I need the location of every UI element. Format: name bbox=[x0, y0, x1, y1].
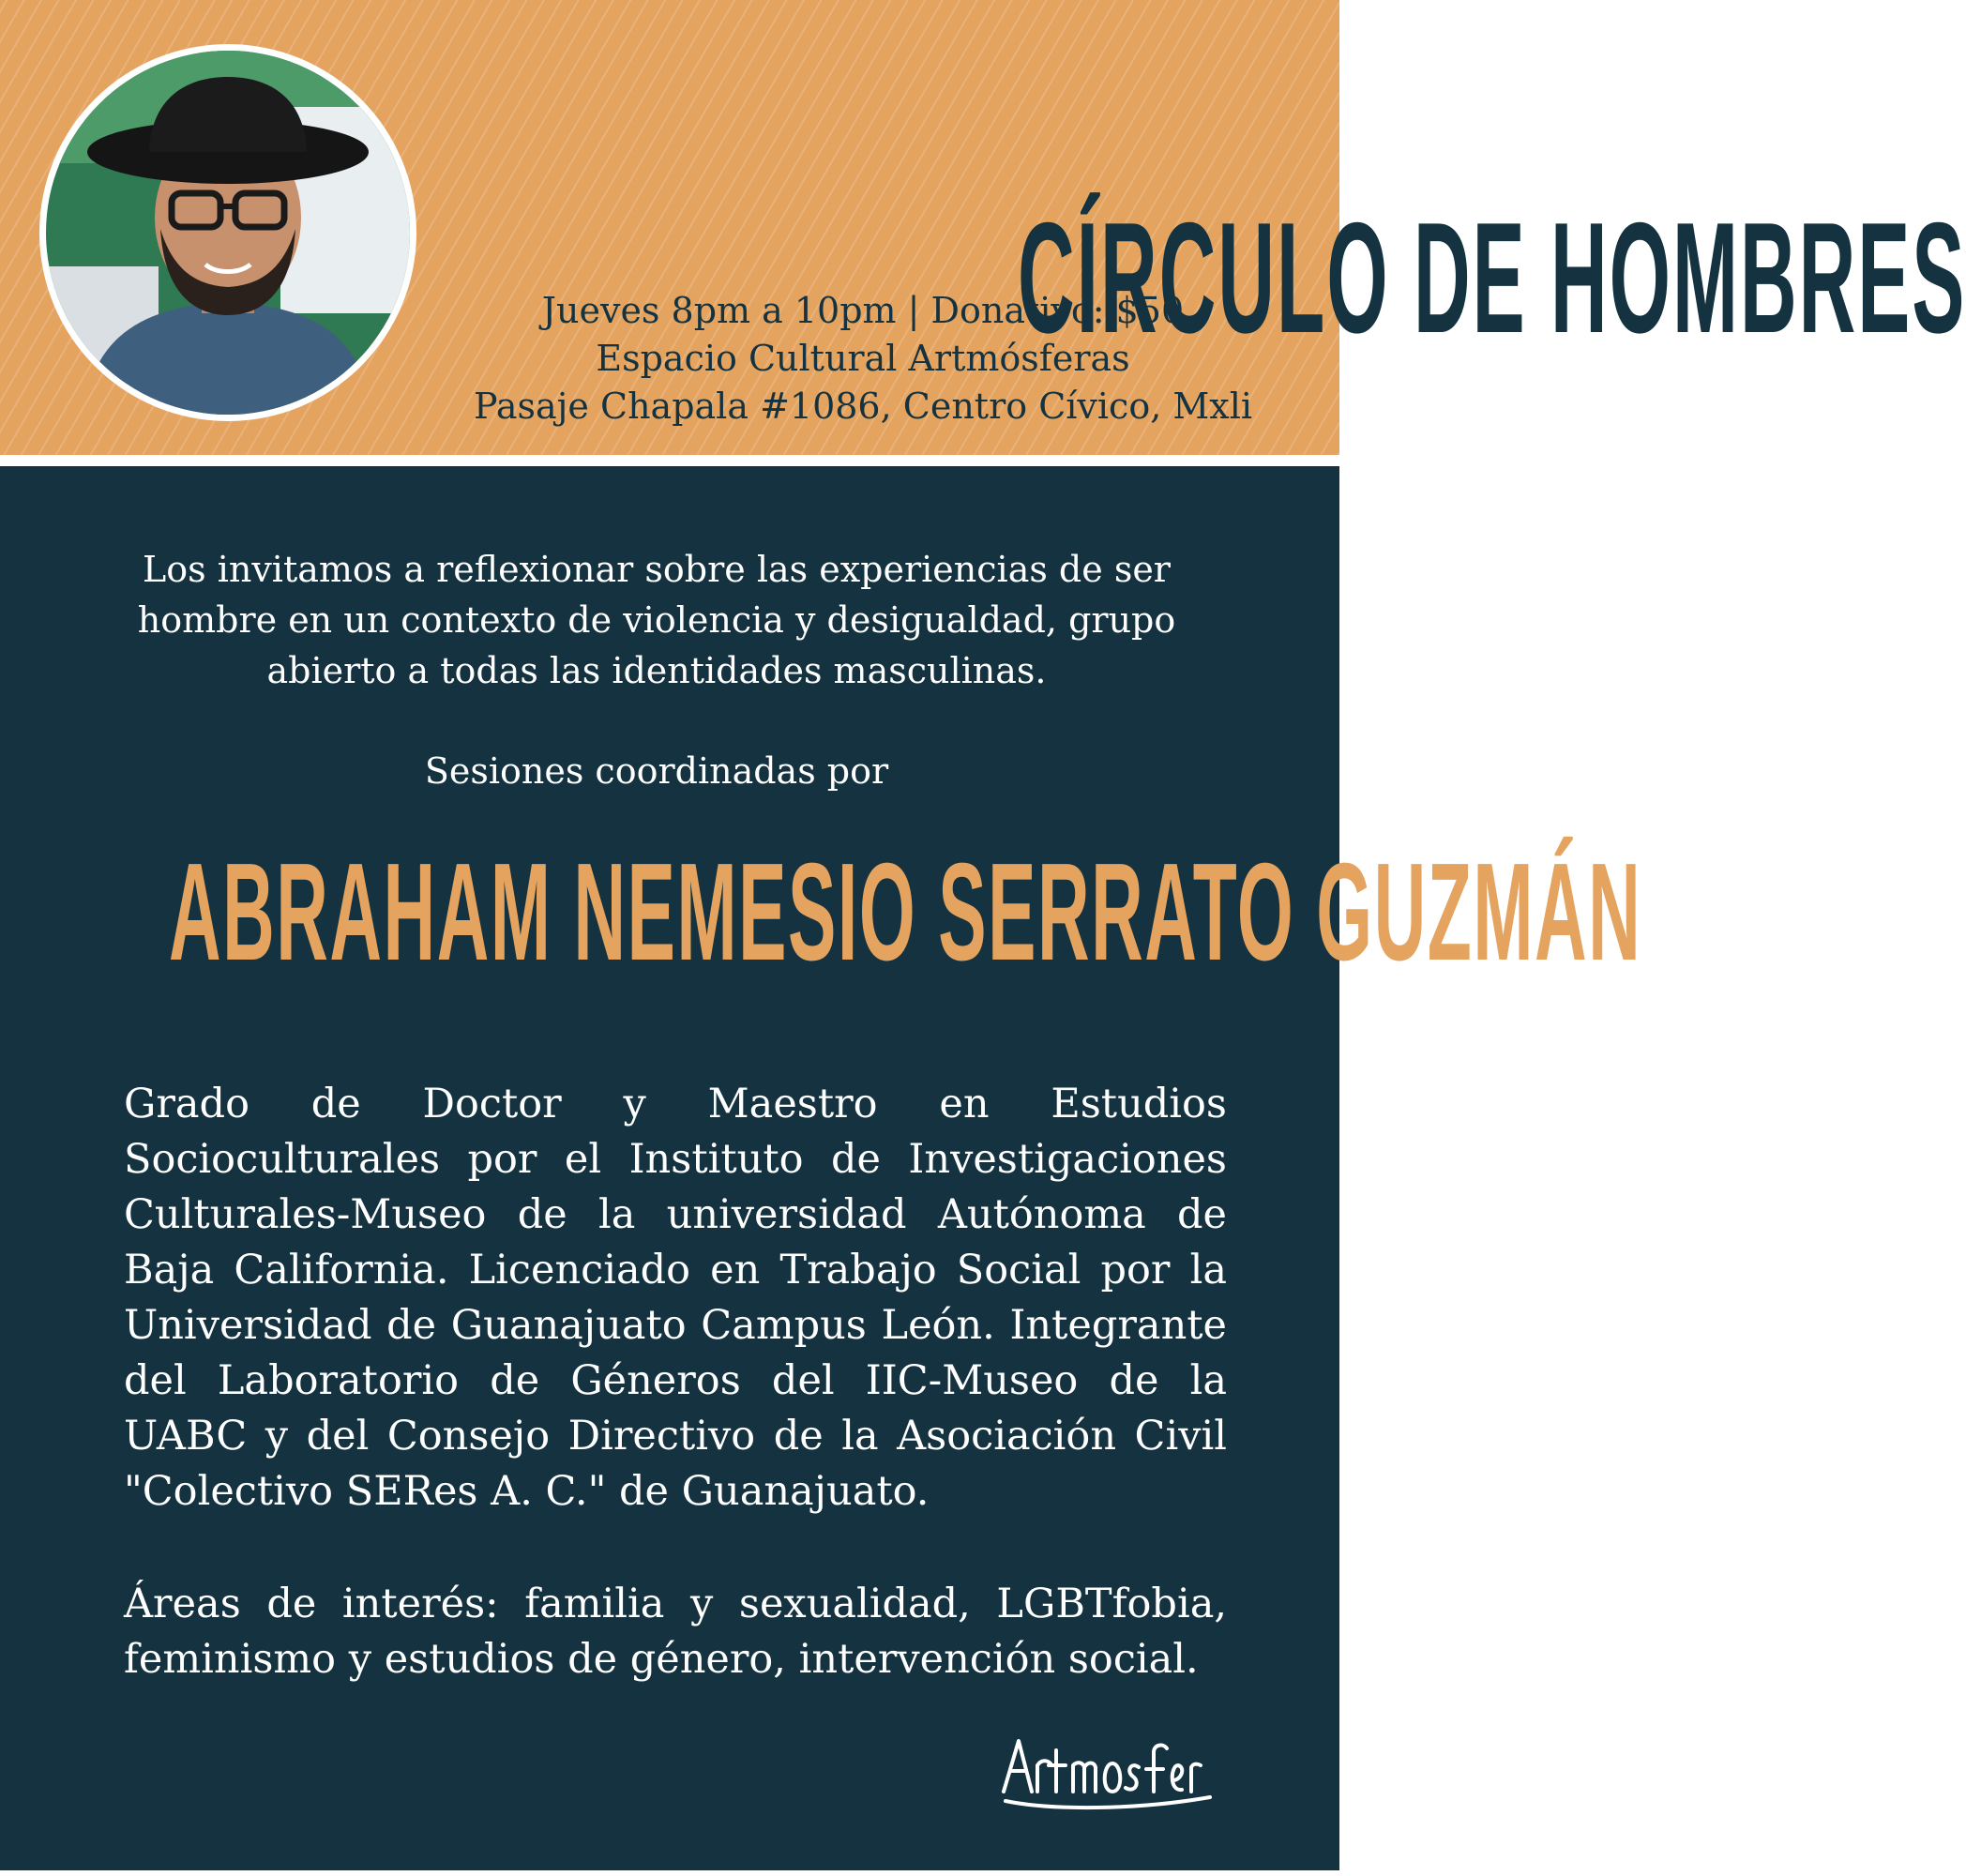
intro-text: Los invitamos a reflexionar sobre las experiencias de ser hombre en un contexto de violencia y desigualdad, grupo abierto a todas las identidades masculinas. bbox=[137, 549, 1176, 691]
event-title: CÍRCULO DE HOMBRES bbox=[1018, 189, 1966, 366]
speaker-portrait bbox=[39, 44, 416, 421]
coordinated-by-label: Sesiones coordinadas por bbox=[424, 750, 889, 792]
coordinator-interests: Áreas de interés: familia y sexualidad, LGBTfobia, feminismo y estudios de género, intervención social. bbox=[124, 1581, 1227, 1683]
coordinator-name-container bbox=[169, 830, 1642, 994]
divider bbox=[0, 455, 1339, 466]
person-photo-icon bbox=[46, 51, 410, 415]
event-venue: Espacio Cultural Artmósferas bbox=[596, 338, 1130, 379]
artmosferas-logo-icon bbox=[994, 1724, 1219, 1818]
header-banner bbox=[0, 0, 1966, 455]
coordinator-bio: Grado de Doctor y Maestro en Estudios Socioculturales por el Instituto de Investigaciones Culturales-Museo de la universidad Autónoma de Baja California. Licenciado en Trabajo Social por la Universidad de Guanajuato Campus León. Integrante del Laboratorio de Géneros del IIC-Museo de la UABC y del Consejo Directivo de la Asociación Civil "Colectivo SERes A. C." de Guanajuato. bbox=[124, 1081, 1227, 1515]
artmosferas-logo bbox=[994, 1724, 1219, 1818]
event-schedule: Jueves 8pm a 10pm | Donativo: $50 bbox=[541, 290, 1185, 331]
bottom-border bbox=[0, 1870, 1339, 1876]
event-address: Pasaje Chapala #1086, Centro Cívico, Mxli bbox=[473, 386, 1253, 427]
coordinator-name: ABRAHAM NEMESIO SERRATO GUZMÁN bbox=[169, 835, 1642, 990]
